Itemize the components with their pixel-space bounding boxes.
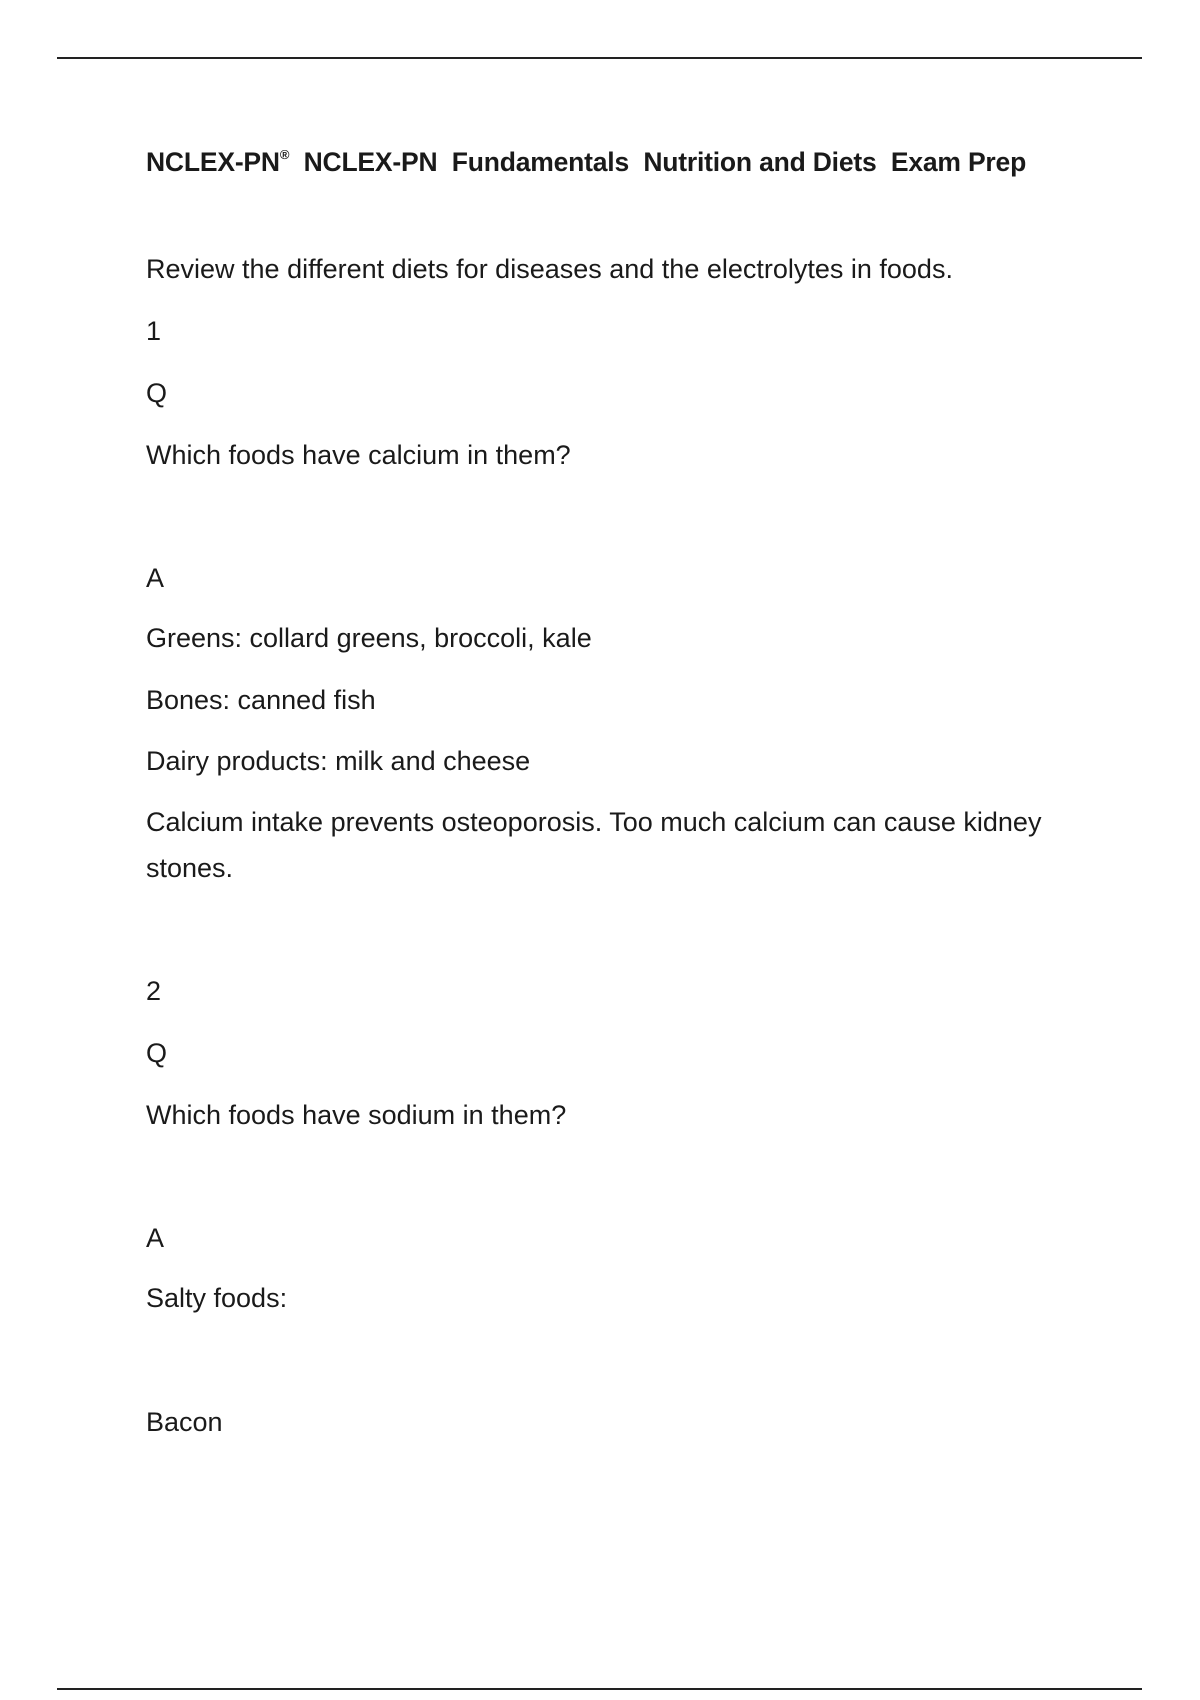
- question-label: Q: [146, 378, 168, 408]
- answer-line: Bacon: [146, 1407, 223, 1437]
- answer-label: A: [146, 1223, 165, 1253]
- question-text: Which foods have calcium in them?: [146, 440, 571, 470]
- card-number: 1: [146, 316, 162, 346]
- answer-line: Bones: canned fish: [146, 685, 376, 715]
- registered-mark: ®: [279, 147, 290, 162]
- question-text: Which foods have sodium in them?: [146, 1100, 567, 1130]
- top-rule: [57, 57, 1142, 59]
- bottom-rule: [57, 1688, 1142, 1690]
- page-title: [146, 147, 1026, 178]
- intro-text: Review the different diets for diseases and the electrolytes in foods.: [146, 254, 953, 284]
- card-number: 2: [146, 976, 162, 1006]
- title-prefix: NCLEX-PN: [146, 147, 280, 177]
- answer-label: A: [146, 563, 165, 593]
- answer-line: Salty foods:: [146, 1283, 288, 1313]
- question-label: Q: [146, 1038, 168, 1068]
- title-rest: NCLEX-PN Fundamentals Nutrition and Diets Exam Prep: [289, 147, 1027, 177]
- answer-line: Calcium intake prevents osteoporosis. Too much calcium can cause kidney stones.: [146, 807, 1042, 883]
- answer-line: Greens: collard greens, broccoli, kale: [146, 623, 592, 653]
- answer-line: Dairy products: milk and cheese: [146, 746, 531, 776]
